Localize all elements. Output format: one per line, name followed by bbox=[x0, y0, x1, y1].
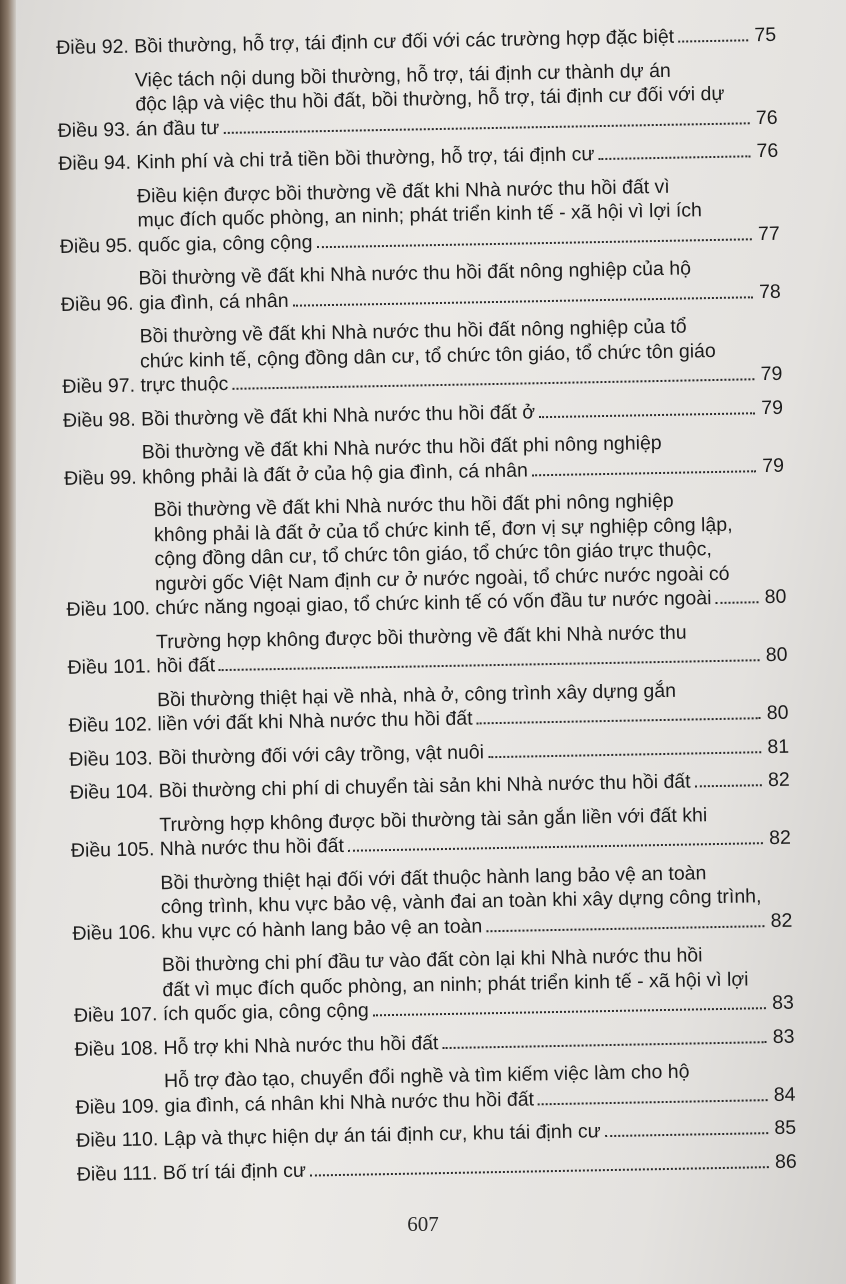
title-line: không phải là đất ở của hộ gia đình, cá nhân bbox=[141, 458, 529, 488]
page-number: 607 bbox=[407, 1212, 439, 1236]
title-line: Bố trí tái định cư bbox=[162, 1159, 307, 1184]
title-last-line bbox=[136, 139, 778, 175]
dot-leader bbox=[373, 1007, 766, 1016]
page-ref: 86 bbox=[774, 1150, 797, 1173]
dot-leader bbox=[539, 412, 755, 418]
title-line: khu vực có hành lang bảo vệ an toàn bbox=[161, 914, 483, 943]
title-line: Bồi thường về đất khi Nhà nước thu hồi đất phi nông nghiệp bbox=[153, 489, 674, 522]
title-line: trực thuộc bbox=[140, 372, 229, 397]
page-ref: 79 bbox=[760, 362, 783, 386]
article-title bbox=[153, 487, 786, 621]
page-ref: 80 bbox=[765, 643, 788, 667]
toc-entry bbox=[67, 618, 788, 680]
toc-entry bbox=[75, 1058, 796, 1120]
page-ref: 82 bbox=[770, 909, 793, 932]
title-line: công trình, khu vực bảo vệ, vành đai an toàn khi xây dựng công trình, bbox=[160, 885, 762, 919]
article-title bbox=[141, 395, 783, 431]
toc-entry bbox=[73, 942, 794, 1029]
article-number: Điều 93. bbox=[57, 118, 136, 142]
title-line: Bồi thường, hỗ trợ, tái định cư đối với các trường hợp đặc biệt bbox=[134, 25, 675, 58]
dot-leader bbox=[310, 1166, 769, 1176]
toc-entry bbox=[63, 395, 783, 433]
page-ref: 77 bbox=[757, 222, 780, 245]
toc-entry bbox=[77, 1149, 797, 1187]
dot-leader bbox=[488, 751, 761, 758]
article-title bbox=[159, 801, 791, 862]
toc-entry bbox=[63, 429, 784, 491]
article-title bbox=[163, 1116, 796, 1152]
page-ref: 83 bbox=[771, 991, 795, 1015]
title-last-line bbox=[158, 734, 789, 770]
article-title bbox=[160, 859, 792, 944]
article-number: Điều 92. bbox=[56, 35, 135, 59]
toc-entry bbox=[69, 734, 789, 772]
dot-leader bbox=[532, 470, 756, 476]
title-line: Hỗ trợ khi Nhà nước thu hồi đất bbox=[163, 1031, 439, 1059]
toc-entry bbox=[65, 487, 787, 623]
page-ref: 82 bbox=[768, 826, 792, 850]
article-number: Điều 98. bbox=[62, 408, 142, 432]
page-ref: 76 bbox=[756, 139, 779, 163]
article-number: Điều 100. bbox=[66, 597, 156, 621]
article-title bbox=[164, 1058, 796, 1119]
dot-leader bbox=[678, 39, 748, 42]
title-line: ích quốc gia, công cộng bbox=[162, 999, 370, 1026]
toc-entry bbox=[68, 676, 789, 738]
title-last-line bbox=[163, 1116, 796, 1152]
title-line: chức năng ngoại giao, tổ chức kinh tế có vốn đầu tư nước ngoài bbox=[155, 587, 712, 620]
dot-leader bbox=[317, 238, 752, 248]
title-line: Việc tách nội dung bồi thường, hỗ trợ, tái định cư thành dự án bbox=[134, 59, 671, 92]
dot-leader bbox=[477, 717, 761, 724]
title-line: Bồi thường thiệt hại về nhà, nhà ở, công trình xây dựng gắn bbox=[156, 679, 677, 711]
title-line: Trường hợp không được bồi thường về đất khi Nhà nước thu bbox=[155, 621, 687, 653]
article-number: Điều 99. bbox=[63, 465, 143, 490]
title-line: mục đích quốc phòng, an ninh; phát triển kinh tế - xã hội vì lợi ích bbox=[137, 199, 703, 232]
article-title bbox=[139, 313, 782, 398]
toc-entry bbox=[56, 23, 776, 61]
article-title bbox=[136, 139, 778, 175]
dot-leader bbox=[442, 1041, 766, 1049]
page-ref: 76 bbox=[755, 106, 778, 129]
title-line: đất vì mục đích quốc phòng, an ninh; phát triển kinh tế - xã hội vì lợi bbox=[162, 967, 749, 1001]
dot-leader bbox=[715, 601, 758, 604]
book-spine-edge bbox=[0, 0, 16, 1284]
title-last-line bbox=[141, 395, 783, 431]
title-line: Trường hợp không được bồi thường tài sản gắn liền với đất khi bbox=[159, 803, 708, 836]
article-number: Điều 101. bbox=[67, 655, 157, 679]
toc-entry bbox=[70, 801, 791, 863]
toc-entry bbox=[57, 56, 778, 143]
dot-leader bbox=[605, 1132, 768, 1137]
page-ref: 78 bbox=[758, 280, 782, 303]
article-number: Điều 107. bbox=[73, 1003, 164, 1027]
title-line: Bồi thường thiệt hại đối với đất thuộc hành lang bảo vệ an toàn bbox=[160, 861, 707, 894]
article-title bbox=[134, 23, 776, 59]
article-number: Điều 96. bbox=[60, 292, 140, 316]
page-ref: 85 bbox=[774, 1116, 797, 1140]
table-of-contents bbox=[56, 23, 797, 1196]
dot-leader bbox=[223, 122, 749, 134]
article-number: Điều 111. bbox=[76, 1161, 164, 1186]
title-line: Bồi thường về đất khi Nhà nước thu hồi đất nông nghiệp của hộ bbox=[138, 257, 692, 290]
page-ref: 83 bbox=[772, 1025, 795, 1048]
page-ref: 80 bbox=[764, 585, 787, 609]
article-title bbox=[163, 1149, 797, 1185]
title-line: án đầu tư bbox=[135, 116, 220, 141]
page-ref: 82 bbox=[767, 768, 790, 792]
dot-leader bbox=[219, 659, 759, 671]
article-title bbox=[163, 1024, 794, 1060]
article-title bbox=[135, 56, 778, 141]
article-number: Điều 103. bbox=[69, 746, 159, 771]
article-title bbox=[138, 255, 781, 316]
page-ref: 75 bbox=[754, 23, 777, 47]
dot-leader bbox=[348, 842, 763, 852]
article-number: Điều 108. bbox=[74, 1036, 164, 1061]
title-line: gia đình, cá nhân bbox=[138, 289, 289, 315]
title-line: người gốc Việt Nam định cư ở nước ngoài, tổ chức nước ngoài có bbox=[154, 562, 730, 595]
toc-entry bbox=[58, 139, 778, 177]
title-line: độc lập và việc thu hồi đất, bồi thường, hỗ trợ, tái định cư đối với dự bbox=[135, 82, 725, 116]
dot-leader bbox=[232, 378, 754, 390]
title-line: Bồi thường chi phí di chuyển tài sản khi Nhà nước thu hồi đất bbox=[158, 770, 691, 803]
article-number: Điều 94. bbox=[58, 151, 137, 175]
article-number: Điều 109. bbox=[75, 1094, 165, 1119]
toc-entry bbox=[74, 1024, 794, 1062]
title-line: Nhà nước thu hồi đất bbox=[159, 834, 345, 861]
toc-entry bbox=[61, 313, 782, 400]
dot-leader bbox=[599, 155, 751, 160]
article-number: Điều 102. bbox=[68, 713, 158, 737]
title-line: Lập và thực hiện dự án tái định cư, khu tái định cư bbox=[163, 1120, 601, 1151]
page-ref: 81 bbox=[767, 735, 790, 758]
article-title bbox=[162, 942, 794, 1027]
page-ref: 84 bbox=[773, 1083, 796, 1106]
article-number: Điều 106. bbox=[72, 920, 162, 945]
title-line: liền với đất khi Nhà nước thu hồi đất bbox=[157, 707, 473, 736]
article-number: Điều 95. bbox=[59, 234, 139, 258]
title-line: Bồi thường về đất khi Nhà nước thu hồi đất ở bbox=[140, 400, 536, 431]
title-line: Bồi thường về đất khi Nhà nước thu hồi đất phi nông nghiệp bbox=[141, 431, 662, 464]
article-title bbox=[157, 676, 789, 737]
article-number: Điều 104. bbox=[69, 780, 159, 804]
article-number: Điều 97. bbox=[62, 374, 141, 398]
title-line: quốc gia, công cộng bbox=[137, 230, 313, 257]
title-line: Điều kiện được bồi thường về đất khi Nhà nước thu hồi đất vì bbox=[136, 175, 670, 208]
title-line: Kinh phí và chi trả tiền bồi thường, hỗ trợ, tái định cư bbox=[136, 143, 595, 174]
toc-entry bbox=[70, 768, 790, 806]
article-title bbox=[137, 172, 780, 257]
title-line: chức kinh tế, cộng đồng dân cư, tổ chức tôn giáo, tổ chức tôn giáo bbox=[139, 339, 716, 373]
title-line: Bồi thường về đất khi Nhà nước thu hồi đất nông nghiệp của tổ bbox=[139, 315, 687, 348]
page-ref: 80 bbox=[766, 701, 789, 725]
title-line: Bồi thường đối với cây trồng, vật nuôi bbox=[157, 740, 485, 769]
article-number: Điều 110. bbox=[76, 1128, 164, 1152]
title-line: Bồi thường chi phí đầu tư vào đất còn lại khi Nhà nước thu hồi bbox=[161, 944, 703, 977]
title-line: gia đình, cá nhân khi Nhà nước thu hồi đất bbox=[164, 1087, 535, 1117]
toc-entry bbox=[76, 1116, 796, 1154]
title-line: cộng đồng dân cư, tổ chức tôn giáo, tổ chức tôn giáo trực thuộc, bbox=[154, 538, 713, 571]
title-line: không phải là đất ở của tổ chức kinh tế, đơn vị sự nghiệp công lập, bbox=[153, 513, 733, 546]
toc-entry bbox=[60, 255, 781, 317]
title-last-line bbox=[159, 768, 790, 804]
article-title bbox=[156, 618, 788, 679]
title-line: Hỗ trợ đào tạo, chuyển đổi nghề và tìm kiếm việc làm cho hộ bbox=[163, 1060, 690, 1093]
page-ref: 79 bbox=[762, 454, 785, 477]
title-line: hồi đất bbox=[156, 654, 216, 678]
title-last-line bbox=[163, 1149, 797, 1185]
article-title bbox=[158, 734, 789, 770]
dot-leader bbox=[538, 1099, 768, 1105]
article-title bbox=[141, 429, 784, 490]
article-number: Điều 105. bbox=[70, 838, 161, 862]
page-ref: 79 bbox=[761, 396, 784, 419]
toc-entry bbox=[59, 172, 780, 259]
dot-leader bbox=[486, 925, 764, 932]
toc-entry bbox=[71, 859, 792, 946]
dot-leader bbox=[695, 784, 762, 787]
title-last-line bbox=[163, 1024, 794, 1060]
title-last-line bbox=[134, 23, 776, 59]
dot-leader bbox=[293, 296, 753, 306]
article-title bbox=[159, 768, 790, 804]
